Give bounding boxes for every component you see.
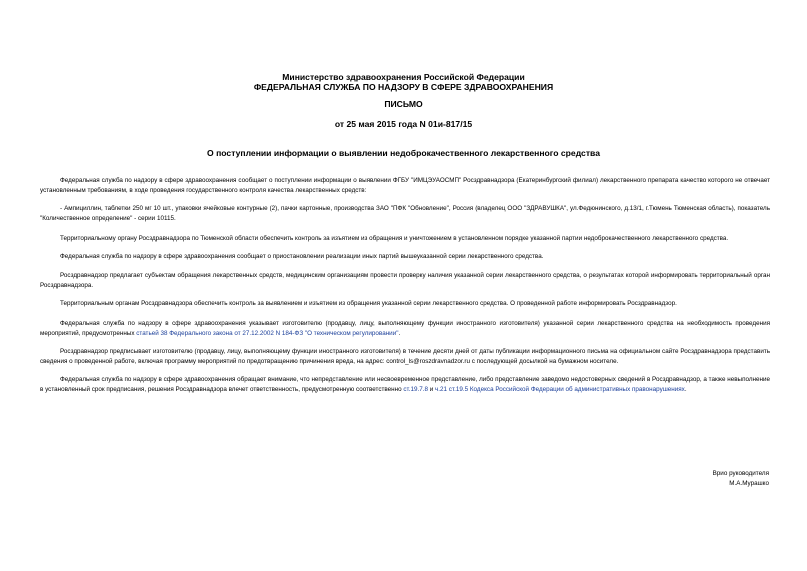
signature-position: Врио руководителя (712, 470, 769, 477)
paragraph-7-text: Федеральная служба по надзору в сфере здравоохранения указывает изготовителю (продавцу, лицу, выполняющему функции иностранного изготовителя) указанной серии лекарственного средства на необходимость проведения мероприятий, предусмотренных (40, 319, 770, 337)
document-body (40, 176, 770, 403)
paragraph-9-end: . (684, 386, 687, 394)
paragraph-5: Росздравнадзор предлагает субъектам обращения лекарственных средств, медицинским организациям провести проверку наличия указанной серии лекарственного средства, о результатах которой информировать территориальный орган Росздравнадзора. (40, 272, 770, 290)
service-title: ФЕДЕРАЛЬНАЯ СЛУЖБА ПО НАДЗОРУ В СФЕРЕ ЗДРАВООХРАНЕНИЯ (253, 82, 554, 92)
paragraph-6: Территориальным органам Росздравнадзора обеспечить контроль за выявлением и изъятием из обращения указанной серии лекарственного средства. О проведенной работе информировать Росздравнадзор. (60, 300, 677, 308)
paragraph-9 (40, 375, 770, 395)
paragraph-8: Росздравнадзор предписывает изготовителю (продавцу, лицу, выполняющему функции иностранного изготовителя) в течение десяти дней от даты публикации информационного письма на официальном сайте Росздравнадзора представить сведения о проведенной работе, включая программу мероприятий по предотвращению причинения вреда, на адрес: control_ls@roszdravnadzor.ru с последующей досылкой на бумажном носителе. (40, 347, 770, 366)
signature-name: М.А.Мурашко (729, 480, 769, 488)
paragraph-3: Территориальному органу Росздравнадзора по Тюменской области обеспечить контроль за изъятием из обращения и уничтожением в установленном порядке указанной партии недоброкачественного лекарственного средства. (60, 234, 729, 242)
ministry-title: Министерство здравоохранения Российской Федерации (282, 72, 525, 82)
koap-article-19-5-link[interactable]: ч.21 ст.19.5 Кодекса Российской Федерации об административных правонарушениях (435, 386, 685, 394)
paragraph-4: Федеральная служба по надзору в сфере здравоохранения сообщает о приостановлении реализации иных партий вышеуказанной серии лекарственного средства. (60, 252, 544, 260)
article-19-7-8-link[interactable]: ст.19.7.8 (403, 386, 428, 394)
law-184-fz-link[interactable]: статьей 38 Федерального закона от 27.12.2002 N 184-ФЗ "О техническом регулировании" (136, 329, 399, 337)
paragraph-1: Федеральная служба по надзору в сфере здравоохранения сообщает о поступлении информации о выявлении ФГБУ "ИМЦЭУАОСМП" Росздравнадзора (Екатеринбургский филиал) лекарственного препарата качество которого не отвечает установленным требованиям, в ходе проведения государственного контроля качества лекарственных средств: (40, 177, 770, 195)
paragraph-7 (40, 319, 770, 339)
document-subject: О поступлении информации о выявлении недоброкачественного лекарственного средства (207, 148, 600, 158)
paragraph-9-text: Федеральная служба по надзору в сфере здравоохранения обращает внимание, что непредставление или несвоевременное представление, либо представление заведомо недостоверных сведений в Росздравнадзор, а также невыполнение в установленный срок предписания, решения Росздравнадзора влечет ответственность, предусмотренную соответственно (40, 376, 770, 394)
paragraph-9-conjunction: и (427, 386, 436, 394)
paragraph-7-end: . (398, 329, 401, 337)
document-number: от 25 мая 2015 года N 01и-817/15 (334, 119, 473, 129)
document-type: ПИСЬМО (384, 99, 423, 109)
signature-block (713, 469, 769, 489)
paragraph-2: - Ампициллин, таблетки 250 мг 10 шт., упаковки ячейковые контурные (2), пачки картонные, производства ЗАО "ПФК "Обновление", Россия (владелец ООО "ЗДРАВУШКА", ул.Федюнинского, д.13/1, г.Тюмень Тюменская область), показатель "Количественное определение" - серии 10115. (40, 205, 770, 223)
